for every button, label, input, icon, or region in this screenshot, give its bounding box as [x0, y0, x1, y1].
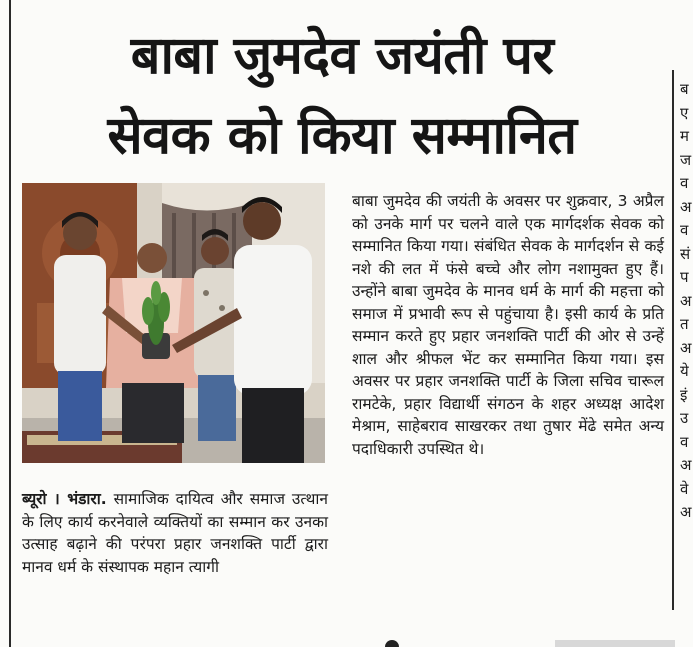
adjacent-fragment-line: अ	[680, 338, 692, 357]
article-column-right: बाबा जुमदेव की जयंती के अवसर पर शुक्रवार, 3 अप्रैल को उनके मार्ग पर चलने वाले एक मार्गदर्शक सेवक को सम्मानित किया गया। संबंधित सेवक के मार्गदर्शन से कई नशे की लत में फंसे बच्चे और लोग नशामुक्त हुए हैं। उन्होंने बाबा जुमदेव के मानव धर्म के मार्ग की महत्ता को समाज में प्रभावी रूप से पहुंचाया है। इसी कार्य के प्रति सम्मान करते हुए प्रहार जनशक्ति पार्टी की ओर से उन्हें शाल और श्रीफल भेंट कर सम्मानित किया गया। इस अवसर पर प्रहार जनशक्ति पार्टी के जिला सचिव चारूल रामटेके, प्रहार विद्यार्थी संगठन के शहर अध्यक्ष आदेश मेश्राम, साहेबराव साखरकर तथा तुषार मेंढे समेत अन्य पदाधिकारी उपस्थित थे।	[352, 192, 664, 458]
adjacent-fragment-line: अ	[680, 197, 692, 216]
adjacent-fragment-line: व	[680, 174, 689, 192]
adjacent-fragment-line: अ	[680, 456, 692, 474]
adjacent-fragment-line: व	[680, 432, 689, 451]
adjacent-fragment-line: ज	[680, 150, 692, 169]
adjacent-fragment-line: उ	[680, 409, 689, 427]
article-lead-text: सामाजिक दायित्व और समाज उत्थान के लिए कार्य करनेवाले व्यक्तियों का सम्मान कर उनका उत्साह बढ़ाने की परंपरा प्रहार जनशक्ति पार्टी द्वारा मानव धर्म के संस्थापक महान त्यागी	[22, 490, 328, 576]
adjacent-fragment-line: व	[680, 221, 689, 239]
adjacent-fragment-line: सं	[680, 244, 691, 263]
adjacent-fragment-line: ये	[680, 362, 689, 380]
column-rule-right	[672, 70, 674, 610]
adjacent-fragment-line: प	[680, 268, 689, 286]
adjacent-fragment-line: म	[680, 127, 689, 145]
article-column-left	[22, 488, 328, 578]
adjacent-fragment-line: अ	[680, 503, 692, 521]
adjacent-fragment-line: वे	[680, 479, 689, 498]
headline	[22, 16, 662, 176]
adjacent-fragment-line: त	[680, 315, 689, 333]
adjacent-fragment-line: ए	[680, 103, 689, 122]
headline-line-1: बाबा जुमदेव जयंती पर	[130, 26, 554, 86]
scan-edge	[555, 640, 675, 647]
next-article-fragment	[385, 640, 399, 647]
news-photo	[22, 183, 325, 463]
adjacent-article-fragment	[680, 78, 693, 525]
adjacent-fragment-line: अ	[680, 291, 692, 310]
column-rule-left	[9, 0, 11, 647]
dateline: ब्यूरो । भंडारा.	[22, 490, 107, 508]
adjacent-fragment-line: ब	[680, 80, 689, 98]
headline-line-2: सेवक को किया सम्मानित	[107, 106, 577, 166]
news-photo-illustration	[22, 183, 325, 463]
adjacent-fragment-line: इं	[680, 385, 688, 404]
